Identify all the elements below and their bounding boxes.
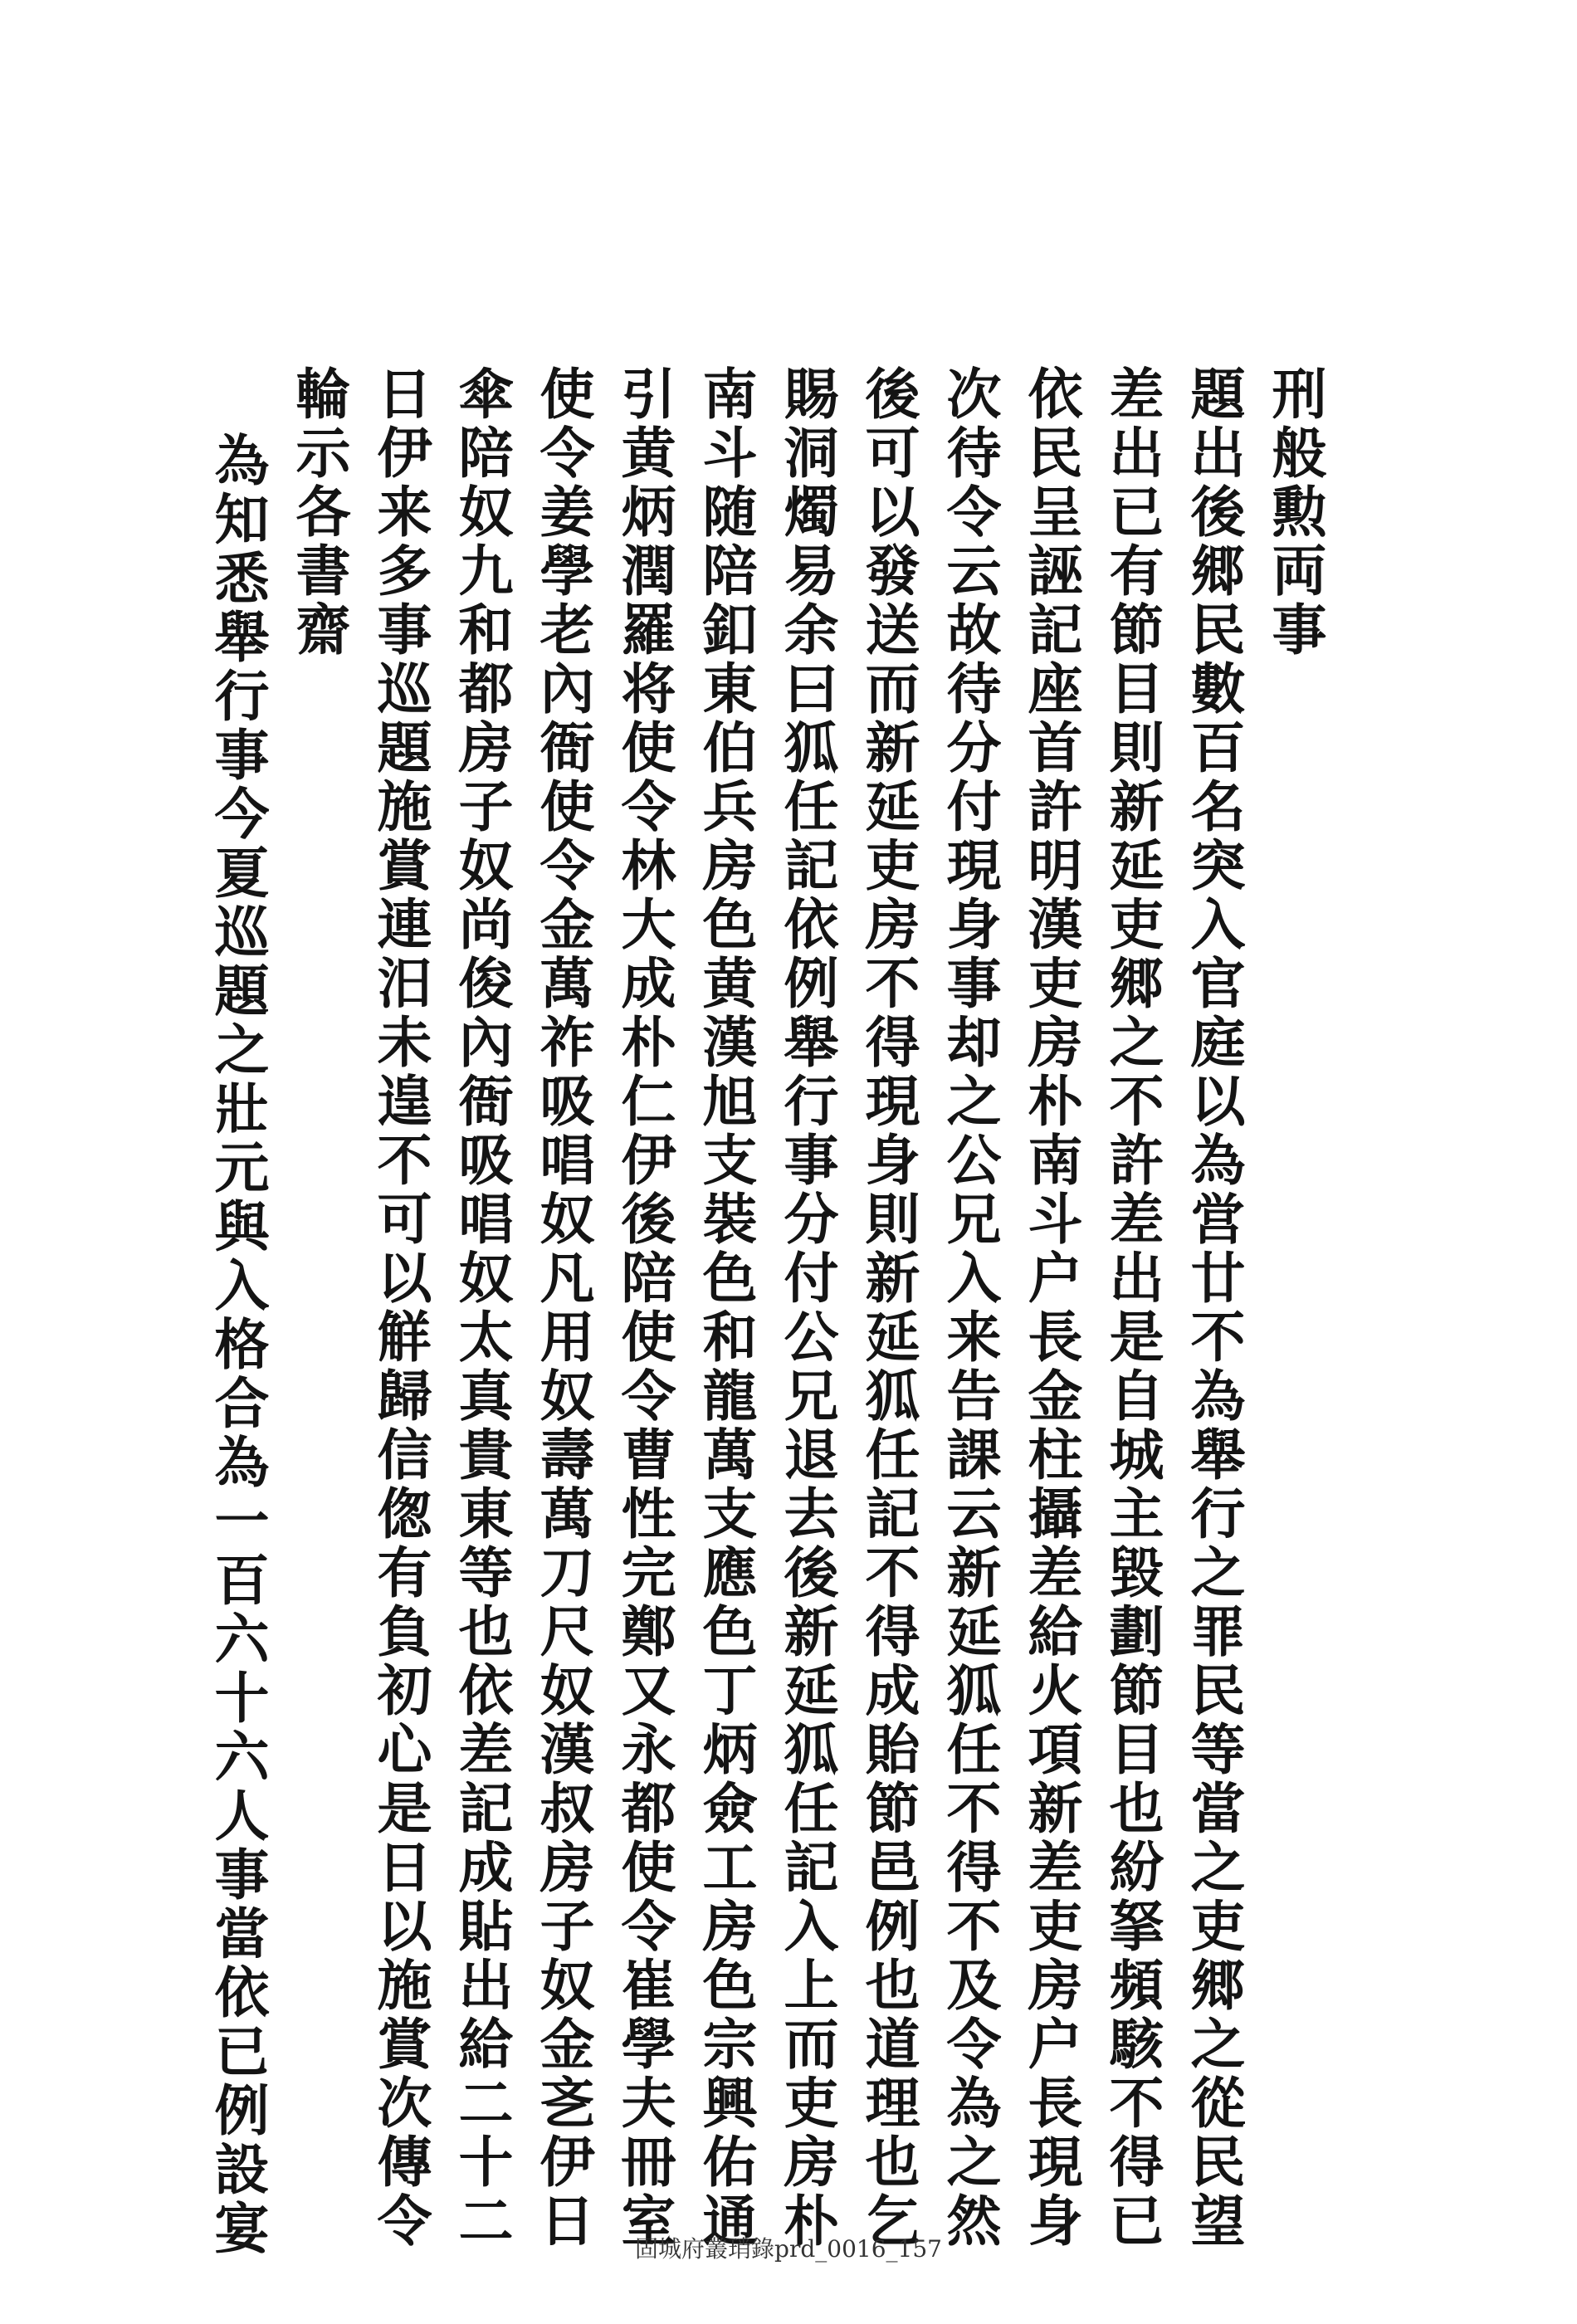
text-column: 題出後郷民數百名突入官庭以為営廿不為舉行之罪民等當之吏郷之從民望 (1181, 365, 1246, 2251)
text-column: 次待令云故待分付現身事却之公兄入来告課云新延狐任不得不及令為之然 (937, 365, 1002, 2251)
column-heading: 刑般勲両事 (1262, 365, 1327, 660)
text-column: 依民呈誣記座首許明漢吏房朴南斗户長金柱攝差給火項新差吏房户長現身 (1018, 365, 1083, 2251)
page-caption: 固城府叢琑錄prd_0016_157 (635, 2235, 942, 2263)
text-column: 後可以發送而新延吏房不得現身則新延狐任記不得成貽節邑例也道理也乞 (856, 365, 920, 2251)
text-column: 輪示各書齋 (286, 365, 351, 660)
text-column: 引黄炳潤羅将使令林大成朴仁伊後陪使令曹性完鄭又永都使令崔學夫冊室 (612, 365, 676, 2251)
text-column: 賜洞燭易余曰狐任記依例舉行事分付公兄退去後新延狐任記入上而吏房朴 (774, 365, 839, 2251)
text-column: 使令姜學老內衙使令金萬祚吸唱奴凡用奴壽萬刀尺奴漢叔房子奴金㐎伊日 (530, 365, 595, 2251)
text-column: 南斗随陪釦東伯兵房色黄漢旭支裝色和龍萬支應色丁炳僉工房色宗興佑通 (693, 365, 758, 2251)
text-column: 日伊来多事巡題施賞連汨未遑不可以觧歸信偬有負初心是日以施賞次傳令 (368, 365, 432, 2251)
text-column: 傘陪奴九和都房子奴尚俊內衙吸唱奴太真貴東等也依差記成貼出給二十二 (449, 365, 514, 2251)
text-column: 為知悉舉行事今夏巡題之壯元與入格合為一百六十六人事當依已例設宴 (205, 432, 270, 2258)
text-column: 差出已有節目則新延吏郷之不許差出是自城主毀劃節目也紛拏頻駭不得已 (1100, 365, 1164, 2251)
